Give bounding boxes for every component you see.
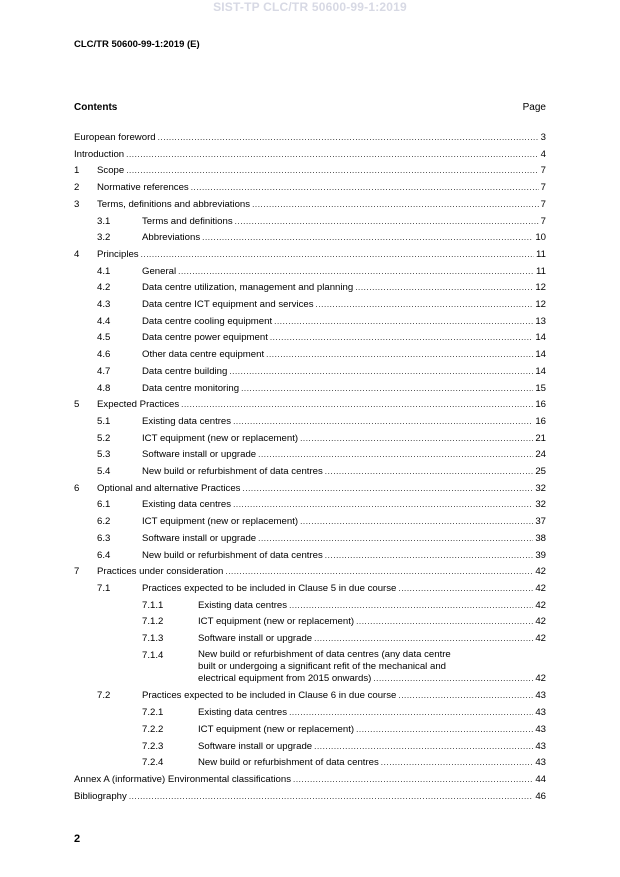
toc-entry[interactable] xyxy=(74,315,546,328)
dot-leader xyxy=(202,231,533,244)
dot-leader xyxy=(158,131,539,144)
toc-entry[interactable] xyxy=(74,148,546,161)
toc-entry-page: 16 xyxy=(535,399,546,411)
toc-entry[interactable] xyxy=(74,164,546,177)
toc-entry-label: Data centre building xyxy=(142,365,228,377)
toc-entry-page: 46 xyxy=(535,790,546,802)
toc-entry-number: 4.5 xyxy=(97,332,111,344)
toc-entry[interactable] xyxy=(74,281,546,294)
toc-entry-label: Scope xyxy=(97,165,125,177)
toc-entry-page: 43 xyxy=(535,690,546,702)
toc-entry-page: 39 xyxy=(535,549,546,561)
toc-entry-number: 3.2 xyxy=(97,232,111,244)
toc-entry-number: 3.1 xyxy=(97,215,111,227)
dot-leader xyxy=(233,498,533,511)
toc-entry[interactable] xyxy=(74,532,546,545)
toc-entry-number: 5 xyxy=(74,399,80,411)
toc-entry-number: 7.2.3 xyxy=(142,740,164,752)
document-reference: CLC/TR 50600-99-1:2019 (E) xyxy=(74,39,200,50)
dot-leader xyxy=(325,465,534,478)
toc-entry-number: 7.2.2 xyxy=(142,723,164,735)
toc-entry-label: European foreword xyxy=(74,132,156,143)
toc-entry-page: 7 xyxy=(540,165,546,177)
toc-entry-page: 43 xyxy=(535,707,546,719)
dot-leader xyxy=(398,689,533,702)
toc-entry-number: 7.1.3 xyxy=(142,633,164,644)
toc-entry-label: ICT equipment (new or replacement) xyxy=(142,516,299,528)
toc-entry[interactable] xyxy=(74,565,546,578)
toc-entry-label: Data centre ICT equipment and services xyxy=(142,299,314,310)
toc-entry-number: 4.3 xyxy=(97,299,111,310)
toc-entry-page: 42 xyxy=(535,616,546,628)
toc-entry-label: Abbreviations xyxy=(142,232,201,244)
toc-entry-label: New build or refurbishment of data centres (any data centre xyxy=(198,648,451,660)
toc-entry-page: 14 xyxy=(535,332,546,344)
toc-entry-label: Data centre cooling equipment xyxy=(142,315,273,327)
toc-entry-page: 11 xyxy=(536,265,546,277)
toc-entry-page: 15 xyxy=(535,382,546,394)
toc-entry[interactable] xyxy=(74,448,546,461)
toc-entry-label: Software install or upgrade xyxy=(198,740,313,752)
toc-entry-page: 42 xyxy=(535,599,546,611)
toc-entry[interactable] xyxy=(74,599,546,612)
toc-entry-label: Terms, definitions and abbreviations xyxy=(97,198,251,210)
toc-entry[interactable] xyxy=(74,298,546,311)
toc-entry-label: Data centre power equipment xyxy=(142,332,268,344)
toc-entry-number: 4.8 xyxy=(97,382,111,394)
toc-entry-label: Practices expected to be included in Clause 5 in due course xyxy=(142,582,397,594)
dot-leader xyxy=(258,448,533,461)
toc-entry[interactable] xyxy=(74,415,546,428)
toc-entry[interactable] xyxy=(74,365,546,378)
dot-leader xyxy=(314,632,533,645)
toc-entry-number: 6.3 xyxy=(97,532,111,544)
toc-entry[interactable] xyxy=(74,131,546,144)
toc-entry-page: 43 xyxy=(535,740,546,752)
toc-entry[interactable] xyxy=(74,248,546,261)
dot-leader xyxy=(325,549,534,562)
toc-entry-page: 37 xyxy=(535,516,546,528)
dot-leader xyxy=(373,673,533,685)
toc-entry-page: 38 xyxy=(535,532,546,544)
toc-entry-label: Software install or upgrade xyxy=(198,633,313,644)
toc-entry-label: New build or refurbishment of data centres xyxy=(142,466,323,477)
dot-leader xyxy=(289,706,533,719)
toc-entry-label: Expected Practices xyxy=(97,399,180,411)
contents-header xyxy=(74,102,546,113)
toc-entry-number: 5.4 xyxy=(97,466,111,477)
toc-entry-page: 7 xyxy=(540,215,546,227)
toc-entry-label: New build or refurbishment of data centres xyxy=(198,757,379,769)
dot-leader xyxy=(258,532,533,545)
toc-entry[interactable] xyxy=(74,756,546,769)
toc-entry-page: 21 xyxy=(535,432,546,444)
toc-entry-page: 42 xyxy=(535,633,546,644)
dot-leader xyxy=(356,615,533,628)
dot-leader xyxy=(252,198,539,211)
dot-leader xyxy=(398,582,533,595)
toc-entry-label: Existing data centres xyxy=(198,599,288,611)
toc-entry[interactable] xyxy=(74,549,546,562)
dot-leader xyxy=(289,599,533,612)
toc-entry-label: Principles xyxy=(97,248,139,260)
dot-leader xyxy=(274,315,533,328)
dot-leader xyxy=(241,382,533,395)
toc-entry-label: Other data centre equipment xyxy=(142,349,265,361)
toc-entry-label: Practices under consideration xyxy=(97,566,224,578)
toc-entry-page: 42 xyxy=(535,582,546,594)
toc-entry-label: Introduction xyxy=(74,148,125,160)
toc-entry-page: 12 xyxy=(535,282,546,294)
toc-entry-page: 43 xyxy=(535,757,546,769)
toc-entry-label: General xyxy=(142,265,177,277)
toc-entry-label: Existing data centres xyxy=(142,499,232,511)
dot-leader xyxy=(225,565,533,578)
toc-entry-number: 7 xyxy=(74,566,80,578)
toc-entry-number: 6.2 xyxy=(97,516,111,528)
toc-entry-page: 13 xyxy=(535,315,546,327)
toc-entry-label: Normative references xyxy=(97,182,189,194)
dot-leader xyxy=(233,415,533,428)
dot-leader xyxy=(126,148,539,161)
page-column-label: Page xyxy=(522,102,546,113)
toc-entry[interactable] xyxy=(74,231,546,244)
dot-leader xyxy=(356,723,533,736)
toc-entry-label-block xyxy=(198,649,546,685)
toc-entry-number: 4 xyxy=(74,248,80,260)
toc-entry[interactable] xyxy=(74,181,546,194)
toc-entry-page: 12 xyxy=(535,299,546,310)
dot-leader xyxy=(300,432,533,445)
contents-title: Contents xyxy=(74,102,118,113)
toc-entry-number: 5.3 xyxy=(97,449,111,461)
toc-entry-label: built or undergoing a significant refit of the mechanical and xyxy=(198,660,446,672)
toc-entry[interactable] xyxy=(74,432,546,445)
toc-entry-number: 6.4 xyxy=(97,549,111,561)
toc-entry-page: 14 xyxy=(535,365,546,377)
toc-entry-page: 4 xyxy=(540,148,546,160)
toc-entry-number: 7.2.4 xyxy=(142,757,164,769)
toc-entry-page: 32 xyxy=(535,482,546,494)
toc-entry-label: Terms and definitions xyxy=(142,215,233,227)
toc-entry-label: ICT equipment (new or replacement) xyxy=(142,432,299,444)
toc-entry[interactable] xyxy=(74,648,546,684)
dot-leader xyxy=(235,215,539,228)
page-number: 2 xyxy=(74,833,81,845)
toc-entry-page: 24 xyxy=(535,449,546,461)
toc-entry-label: Software install or upgrade xyxy=(142,532,257,544)
dot-leader xyxy=(300,515,533,528)
toc-entry[interactable] xyxy=(74,398,546,411)
toc-entry-number: 7.1 xyxy=(97,582,111,594)
toc-entry-number: 4.1 xyxy=(97,265,111,277)
toc-entry-label: Bibliography xyxy=(74,790,127,802)
toc-entry[interactable] xyxy=(74,706,546,719)
dot-leader xyxy=(381,756,534,769)
toc-entry-number: 3 xyxy=(74,198,80,210)
toc-entry-label: electrical equipment from 2015 onwards) xyxy=(198,672,372,684)
toc-entry[interactable] xyxy=(74,482,546,495)
toc-entry-page: 11 xyxy=(536,248,546,260)
toc-entry-label: Software install or upgrade xyxy=(142,449,257,461)
toc-entry-number: 7.2 xyxy=(97,690,111,702)
toc-entry[interactable] xyxy=(74,615,546,628)
toc-entry-number: 7.1.1 xyxy=(142,599,164,611)
toc-entry-number: 4.4 xyxy=(97,315,111,327)
toc-entry-number: 5.2 xyxy=(97,432,111,444)
dot-leader xyxy=(293,773,533,786)
toc-entry[interactable] xyxy=(74,582,546,595)
toc-entry-label: Data centre monitoring xyxy=(142,382,240,394)
dot-leader xyxy=(191,181,539,194)
toc-entry-number: 7.1.2 xyxy=(142,616,164,628)
toc-entry-label: ICT equipment (new or replacement) xyxy=(198,723,355,735)
dot-leader xyxy=(266,348,533,361)
dot-leader xyxy=(126,164,538,177)
dot-leader xyxy=(242,482,533,495)
toc-entry-number: 4.7 xyxy=(97,365,111,377)
toc-entry-label: Data centre utilization, management and planning xyxy=(142,282,354,294)
dot-leader xyxy=(181,398,533,411)
toc-entry-number: 4.2 xyxy=(97,282,111,294)
toc-entry[interactable] xyxy=(74,331,546,344)
toc-entry[interactable] xyxy=(74,790,546,803)
toc-entry-page: 3 xyxy=(540,132,546,143)
toc-entry-page: 43 xyxy=(535,723,546,735)
toc-entry-label: New build or refurbishment of data centres xyxy=(142,549,323,561)
toc-entry-number: 6.1 xyxy=(97,499,111,511)
toc-entry[interactable] xyxy=(74,515,546,528)
toc-entry[interactable] xyxy=(74,382,546,395)
toc-entry[interactable] xyxy=(74,348,546,361)
watermark: SIST-TP CLC/TR 50600-99-1:2019 xyxy=(213,0,407,14)
toc-entry-number: 5.1 xyxy=(97,415,111,427)
toc-entry[interactable] xyxy=(74,198,546,211)
toc-entry[interactable] xyxy=(74,773,546,786)
toc-entry-page: 7 xyxy=(540,182,546,194)
toc-entry-number: 7.2.1 xyxy=(142,707,164,719)
toc-entry-number: 6 xyxy=(74,482,80,494)
toc-entry-page: 16 xyxy=(535,415,546,427)
toc-entry[interactable] xyxy=(74,632,546,645)
toc-entry-label: Existing data centres xyxy=(198,707,288,719)
toc-entry-number: 2 xyxy=(74,182,80,194)
toc-entry[interactable] xyxy=(74,265,546,278)
toc-entry-label: Existing data centres xyxy=(142,415,232,427)
toc-entry-page: 10 xyxy=(535,232,546,244)
dot-leader xyxy=(129,790,534,803)
toc-entry-label: Optional and alternative Practices xyxy=(97,482,241,494)
toc-entry-label: Practices expected to be included in Clause 6 in due course xyxy=(142,690,397,702)
dot-leader xyxy=(355,281,533,294)
toc-entry-page: 25 xyxy=(535,466,546,477)
toc-entry[interactable] xyxy=(74,498,546,511)
toc-entry-page: 44 xyxy=(535,773,546,785)
toc-entry-page: 32 xyxy=(535,499,546,511)
toc-entry-number: 7.1.4 xyxy=(142,649,164,661)
toc-entry[interactable] xyxy=(74,740,546,753)
toc-entry-page: 42 xyxy=(535,672,546,684)
dot-leader xyxy=(270,331,533,344)
dot-leader xyxy=(178,265,534,278)
toc-entry-page: 14 xyxy=(535,349,546,361)
toc-entry-label: ICT equipment (new or replacement) xyxy=(198,616,355,628)
toc-entry-label: Annex A (informative) Environmental classifications xyxy=(74,773,292,785)
dot-leader xyxy=(316,298,534,311)
dot-leader xyxy=(141,248,534,261)
dot-leader xyxy=(229,365,533,378)
toc-entry[interactable] xyxy=(74,465,546,478)
toc-entry[interactable] xyxy=(74,215,546,228)
toc-entry-number: 1 xyxy=(74,165,80,177)
toc-entry-page: 42 xyxy=(535,566,546,578)
toc-entry[interactable] xyxy=(74,723,546,736)
dot-leader xyxy=(314,740,533,753)
toc-entry-number: 4.6 xyxy=(97,349,111,361)
toc-entry-page: 7 xyxy=(540,198,546,210)
toc-entry[interactable] xyxy=(74,689,546,702)
